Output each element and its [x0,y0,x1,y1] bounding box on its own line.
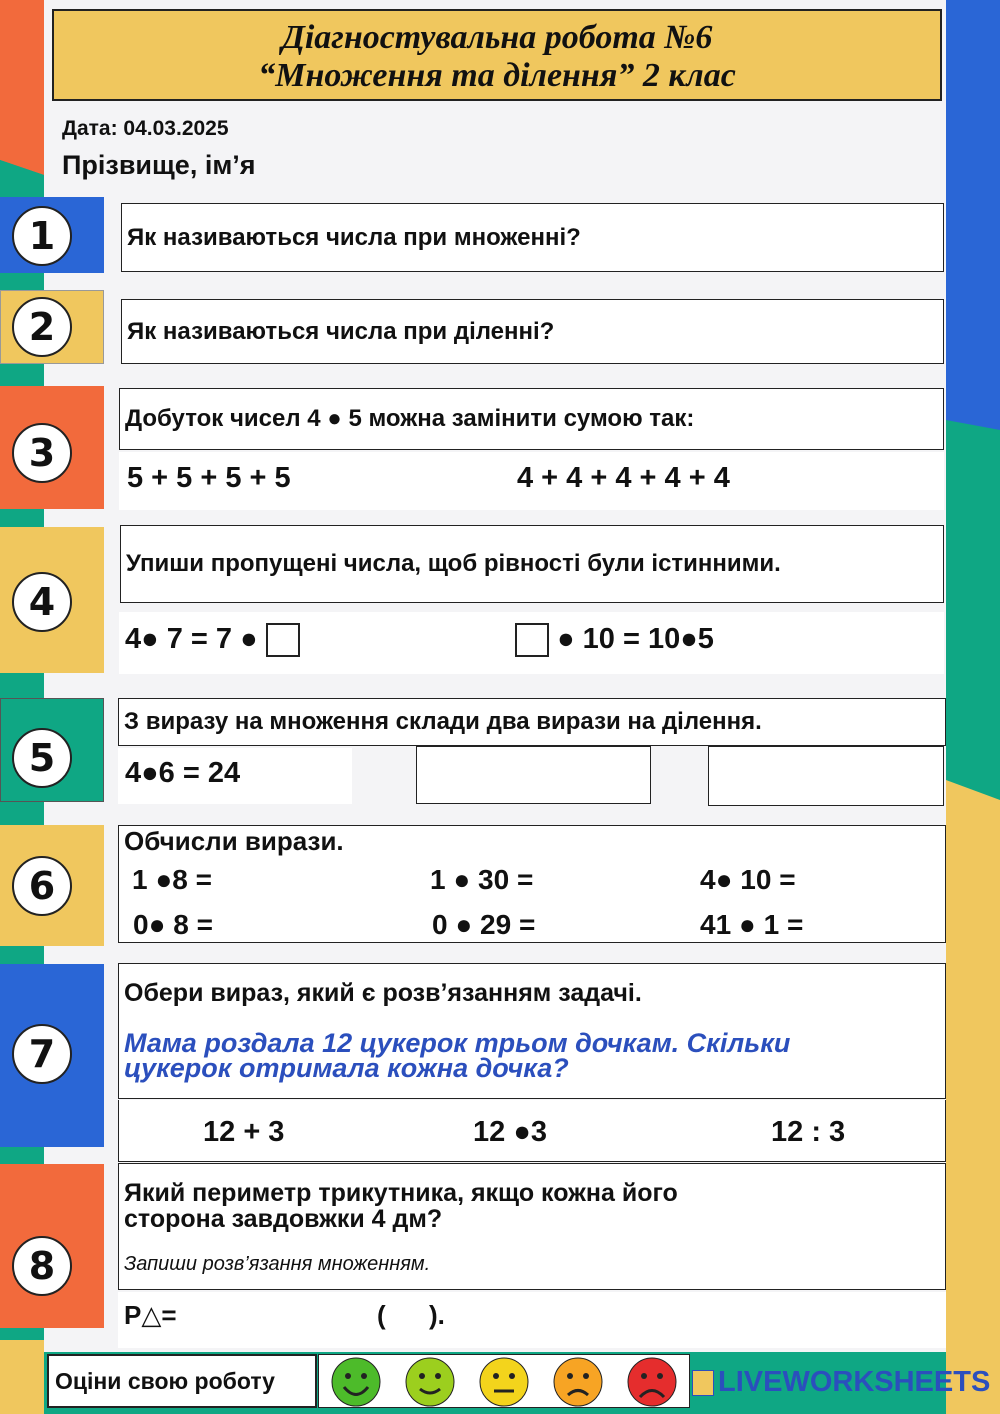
q8-answer-units: ( ). [377,1300,445,1330]
q5-question: З виразу на множення склади два вирази на ділення. [118,698,946,746]
q2-number: 2 [12,297,72,357]
q4-number: 4 [12,572,72,632]
title-line-2: “Множення та ділення” 2 клас [258,57,736,94]
q7-option-c[interactable]: 12 : 3 [771,1116,846,1148]
q2-question: Як називаються числа при діленні? [121,299,944,364]
q5-given: 4●6 = 24 [125,757,241,789]
q3-question: Добуток чисел 4 ● 5 можна замінити сумою так: [119,388,944,450]
q3-number: 3 [12,423,72,483]
q6-expression-3: 4● 10 = [700,864,796,895]
q8-question-line-2: сторона завдовжки 4 дм? [124,1205,443,1233]
very-happy-face-icon[interactable] [332,1358,380,1406]
q6-question: Обчисли вирази. [124,826,344,856]
q7-task-line-2: цукерок отримала кожна дочка? [124,1053,569,1083]
q6-number: 6 [12,856,72,916]
title-banner [52,9,942,101]
q8-answer-input[interactable] [182,1298,372,1334]
q4-equation-left [125,623,300,657]
q5-answer-box-2[interactable] [708,746,944,806]
q7-option-a[interactable]: 12 + 3 [203,1116,285,1148]
q8-question-line-1: Який периметр трикутника, якщо кожна його [124,1179,678,1207]
self-assessment-smileys [318,1354,690,1408]
very-sad-face-icon[interactable] [628,1358,676,1406]
q5-number: 5 [12,728,72,788]
q7-number: 7 [12,1024,72,1084]
q6-expression-5: 0 ● 29 = [432,909,536,940]
liveworksheets-logo [692,1366,990,1399]
q6-expression-2: 1 ● 30 = [430,864,534,895]
name-label: Прізвище, ім’я [62,150,256,180]
liveworksheets-logo-icon [692,1370,714,1396]
q1-question: Як називаються числа при множенні? [121,203,944,272]
q6-expression-1: 1 ●8 = [132,864,212,895]
neutral-face-icon[interactable] [480,1358,528,1406]
happy-face-icon[interactable] [406,1358,454,1406]
q4-answer-box-1[interactable] [266,623,300,657]
q7-task-line-1: Мама роздала 12 цукерок трьом дочкам. Скільки [124,1028,791,1058]
q3-option-a[interactable]: 5 + 5 + 5 + 5 [127,462,291,494]
q4-equation-right [515,623,714,657]
q4-right-text: ● 10 = 10●5 [557,623,714,655]
q8-hint: Запиши розв’язання множенням. [124,1253,431,1275]
q7-option-b[interactable]: 12 ●3 [473,1116,547,1148]
title-line-1: Діагностувальна робота №6 [281,19,713,56]
q4-answer-box-2[interactable] [515,623,549,657]
q6-expression-4: 0● 8 = [133,909,213,940]
rate-your-work-label: Оціни свою роботу [47,1354,317,1408]
q4-left-text: 4● 7 = 7 ● [125,623,258,655]
q4-question: Упиши пропущені числа, щоб рівності були істинними. [120,525,944,603]
q7-question: Обери вираз, який є розв’язанням задачі. [124,979,642,1007]
q8-number: 8 [12,1236,72,1296]
q3-option-b[interactable]: 4 + 4 + 4 + 4 + 4 [517,462,730,494]
q5-answer-box-1[interactable] [416,746,651,804]
q1-number: 1 [12,206,72,266]
sad-face-icon[interactable] [554,1358,602,1406]
logo-text: LIVEWORKSHEETS [718,1366,991,1398]
date-label: Дата: 04.03.2025 [62,117,229,140]
q8-answer-prefix: P△= [124,1300,177,1330]
q6-expression-6: 41 ● 1 = [700,909,804,940]
